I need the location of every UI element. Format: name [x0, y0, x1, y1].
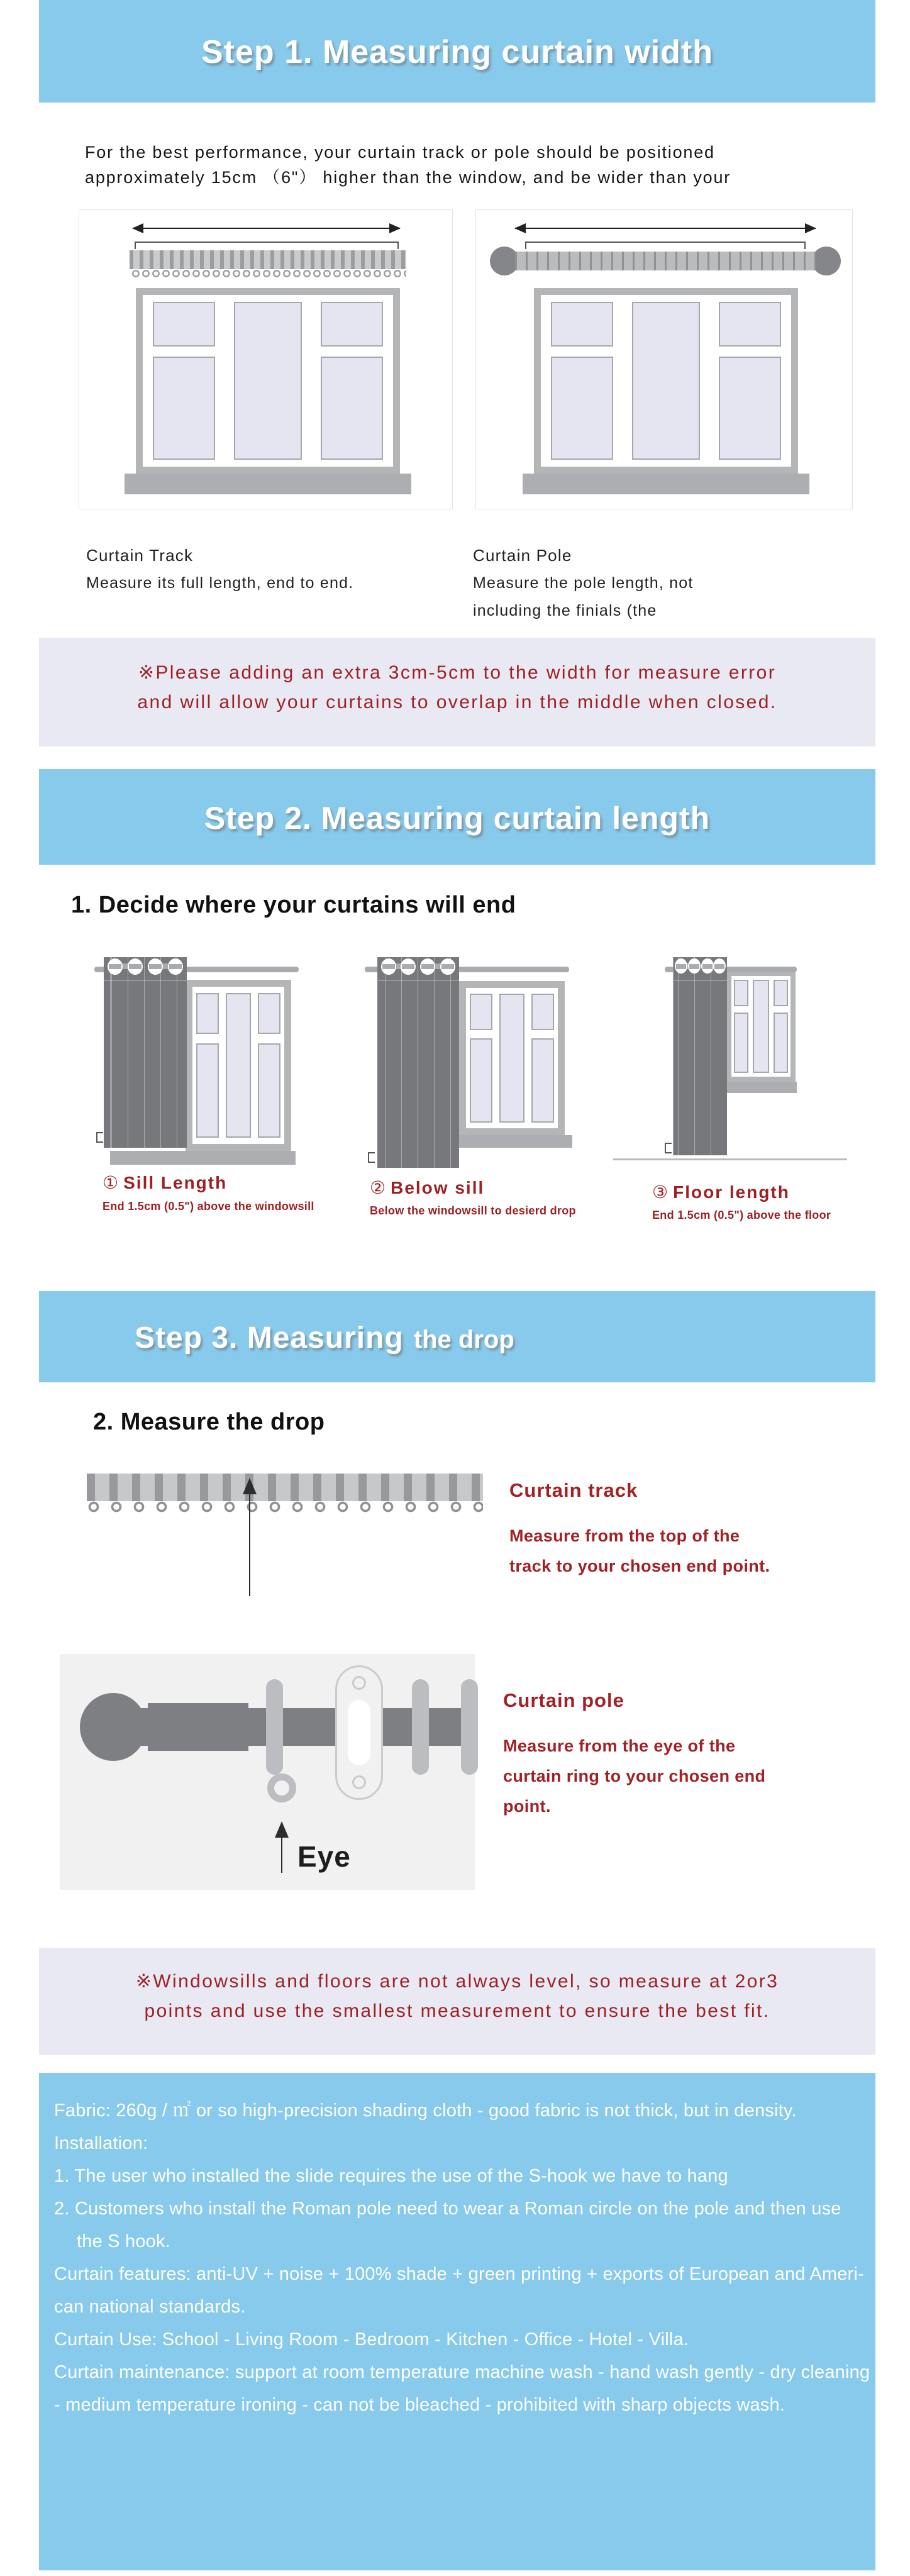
window-pane	[234, 302, 301, 460]
ring-eye	[267, 1774, 296, 1802]
footer-line: 2. Customers who install the Roman pole need to wear a Roman circle on the pole and then use	[54, 2199, 841, 2219]
measure-mark	[96, 1132, 103, 1143]
grommet	[420, 958, 435, 975]
window-pane	[470, 1038, 493, 1123]
floor-line	[613, 1158, 847, 1160]
window-illustration	[534, 288, 798, 474]
grommet	[701, 958, 714, 974]
window-pane	[196, 993, 219, 1034]
grommet	[128, 958, 143, 975]
measure-bracket	[135, 242, 399, 243]
window-pane	[734, 980, 749, 1006]
below-sill-figure	[349, 951, 619, 1221]
step1-intro-text	[85, 140, 731, 190]
window-illustration	[136, 288, 400, 474]
window-pane	[153, 357, 216, 460]
track-caption-title: Curtain Track	[86, 546, 194, 565]
footer-line: Curtain maintenance: support at room temperature machine wash - hand wash gently - dry cleaning	[54, 2362, 870, 2382]
step1-intro-line2: approximately 15cm （6"） higher than the window, and be wider than your	[85, 168, 731, 187]
drop-arrow	[249, 1479, 250, 1596]
pole-drop-line2: curtain ring to your chosen end	[503, 1767, 766, 1785]
step3-banner	[39, 1291, 875, 1382]
window-illustration	[459, 981, 565, 1135]
option1-title	[103, 1172, 227, 1193]
grommet	[108, 958, 123, 975]
step1-banner	[39, 0, 875, 103]
pole-drop-line3: point.	[503, 1797, 551, 1816]
window-frame	[541, 295, 791, 467]
window-pane	[153, 302, 216, 347]
curtain-pole-closeup	[60, 1654, 475, 1890]
pole-drop-title: Curtain pole	[503, 1689, 624, 1711]
grommet	[675, 958, 687, 974]
grommet	[168, 958, 183, 975]
curtain-track-band	[130, 250, 406, 269]
window-pane	[196, 1043, 219, 1138]
window-pane	[499, 994, 524, 1123]
pole-drop-text	[503, 1731, 765, 1821]
grommet	[713, 958, 726, 974]
window-pane	[719, 357, 782, 460]
option3-label: Floor length	[673, 1182, 790, 1202]
option2-number: ②	[370, 1178, 386, 1197]
option2-title	[370, 1177, 484, 1198]
window-pane	[551, 357, 614, 460]
window-frame	[143, 295, 393, 467]
bracket-screw-hole	[352, 1676, 366, 1690]
footer-line: the S hook.	[77, 2231, 170, 2251]
level-note	[39, 1948, 875, 2055]
window-pane	[226, 993, 250, 1138]
wall-bracket	[335, 1665, 383, 1800]
width-note	[39, 638, 875, 747]
option3-desc: End 1.5cm (0.5") above the floor	[652, 1209, 831, 1221]
width-arrow	[133, 228, 400, 229]
grommet	[688, 958, 701, 974]
window-pane	[531, 994, 555, 1030]
eye-arrow	[281, 1823, 282, 1873]
measure-mark	[368, 1152, 375, 1163]
window-pane	[258, 993, 281, 1034]
level-note-line2: points and use the smallest measurement to ensure the best fit.	[144, 2001, 770, 2021]
step2-heading: 1. Decide where your curtains will end	[71, 892, 516, 918]
window-pane	[632, 302, 699, 460]
grommet	[440, 958, 455, 975]
width-arrow	[515, 228, 816, 229]
grommet	[148, 958, 163, 975]
curtain-track-band	[87, 1474, 483, 1501]
step1-intro-line1: For the best performance, your curtain track or pole should be positioned	[85, 143, 715, 162]
footer-line: Curtain Use: School - Living Room - Bedroom - Kitchen - Office - Hotel - Villa.	[54, 2329, 689, 2350]
track-drop-title: Curtain track	[509, 1479, 638, 1501]
step1-banner-title: Step 1. Measuring curtain width	[201, 34, 713, 70]
window-frame	[466, 988, 558, 1128]
window-pane	[774, 980, 789, 1006]
footer-line: Installation:	[54, 2133, 148, 2153]
sill-length-figure	[60, 951, 330, 1221]
option3-number: ③	[652, 1182, 669, 1202]
window-pane	[470, 994, 493, 1030]
curtain-pole-figure	[475, 209, 853, 509]
curtain-ring	[412, 1679, 429, 1775]
window-pane	[753, 980, 769, 1072]
curtain-panel	[104, 957, 187, 1148]
width-note-line2: and will allow your curtains to overlap in the middle when closed.	[137, 692, 777, 713]
option1-number: ①	[103, 1173, 119, 1192]
window-illustration	[186, 980, 291, 1151]
step3-banner-subtitle: the drop	[413, 1326, 514, 1353]
window-pane	[551, 302, 614, 347]
window-pane	[258, 1043, 281, 1138]
pole-drop-line1: Measure from the eye of the	[503, 1736, 736, 1755]
floor-length-figure	[613, 951, 893, 1221]
step3-heading: 2. Measure the drop	[93, 1409, 325, 1435]
curtain-track-loops	[82, 1501, 483, 1513]
windowsill	[110, 1151, 296, 1165]
pole-finial-right	[812, 247, 841, 275]
pole-caption-line2: including the finials (the	[473, 602, 657, 619]
window-pane	[531, 1038, 555, 1123]
window-pane	[734, 1013, 749, 1073]
window-pane	[774, 1013, 789, 1073]
curtain-panel	[673, 957, 727, 1155]
width-note-line1: ※Please adding an extra 3cm-5cm to the width for measure error	[138, 662, 777, 683]
curtain-ring	[266, 1679, 283, 1775]
window-frame	[192, 987, 284, 1144]
bracket-center	[348, 1700, 370, 1765]
pole-caption-line1: Measure the pole length, not	[473, 574, 694, 592]
pole-caption-text	[473, 569, 693, 625]
window-illustration	[726, 971, 796, 1082]
step2-banner-title: Step 2. Measuring curtain length	[204, 801, 711, 836]
footer-line: Curtain features: anti-UV + noise + 100% shade + green printing + exports of European and Ameri-	[54, 2264, 864, 2284]
footer-line: - medium temperature ironing - can not be bleached - prohibited with sharp objects wash.	[54, 2395, 785, 2415]
windowsill	[523, 474, 809, 494]
bracket-screw-hole	[352, 1775, 366, 1789]
measure-mark	[665, 1143, 672, 1153]
windowsill	[125, 474, 411, 494]
window-frame	[731, 976, 791, 1077]
track-drop-line1: Measure from the top of the	[509, 1526, 740, 1545]
step2-banner	[39, 769, 875, 865]
footer-line: can national standards.	[54, 2297, 246, 2317]
window-pane	[321, 302, 384, 347]
grommet	[401, 958, 416, 975]
curtain-pole-bar	[515, 252, 816, 270]
option2-label: Below sill	[391, 1178, 485, 1197]
track-caption-line1: Measure its full length, end to end.	[86, 574, 354, 592]
track-drop-line2: track to your chosen end point.	[509, 1557, 770, 1575]
option2-desc: Below the windowsill to desierd drop	[370, 1204, 576, 1217]
windowsill	[720, 1082, 797, 1093]
curtain-track-loops	[131, 269, 406, 279]
windowsill	[450, 1135, 572, 1148]
level-note-line1: ※Windowsills and floors are not always level, so measure at 2or3	[135, 1971, 779, 1992]
footer-line: Fabric: 260g / ㎡ or so high-precision shading cloth - good fabric is not thick, but in density.	[54, 2101, 797, 2121]
measure-bracket	[525, 242, 806, 243]
track-caption-text	[86, 569, 353, 597]
option1-label: Sill Length	[123, 1173, 228, 1192]
curtain-track-figure	[79, 209, 453, 509]
grommet	[381, 958, 396, 975]
footer-line: 1. The user who installed the slide requires the use of the S-hook we have to hang	[54, 2166, 728, 2186]
window-pane	[719, 302, 782, 347]
step3-banner-title: Step 3. Measuring	[135, 1321, 404, 1355]
curtain-panel	[377, 957, 459, 1168]
track-drop-text	[509, 1521, 770, 1581]
option3-title	[652, 1182, 790, 1202]
pole-caption-title: Curtain Pole	[473, 546, 572, 565]
product-details-footer	[39, 2073, 875, 2570]
curtain-ring	[461, 1679, 478, 1775]
window-pane	[321, 357, 384, 460]
eye-label: Eye	[297, 1840, 351, 1873]
option1-desc: End 1.5cm (0.5") above the windowsill	[103, 1200, 314, 1213]
